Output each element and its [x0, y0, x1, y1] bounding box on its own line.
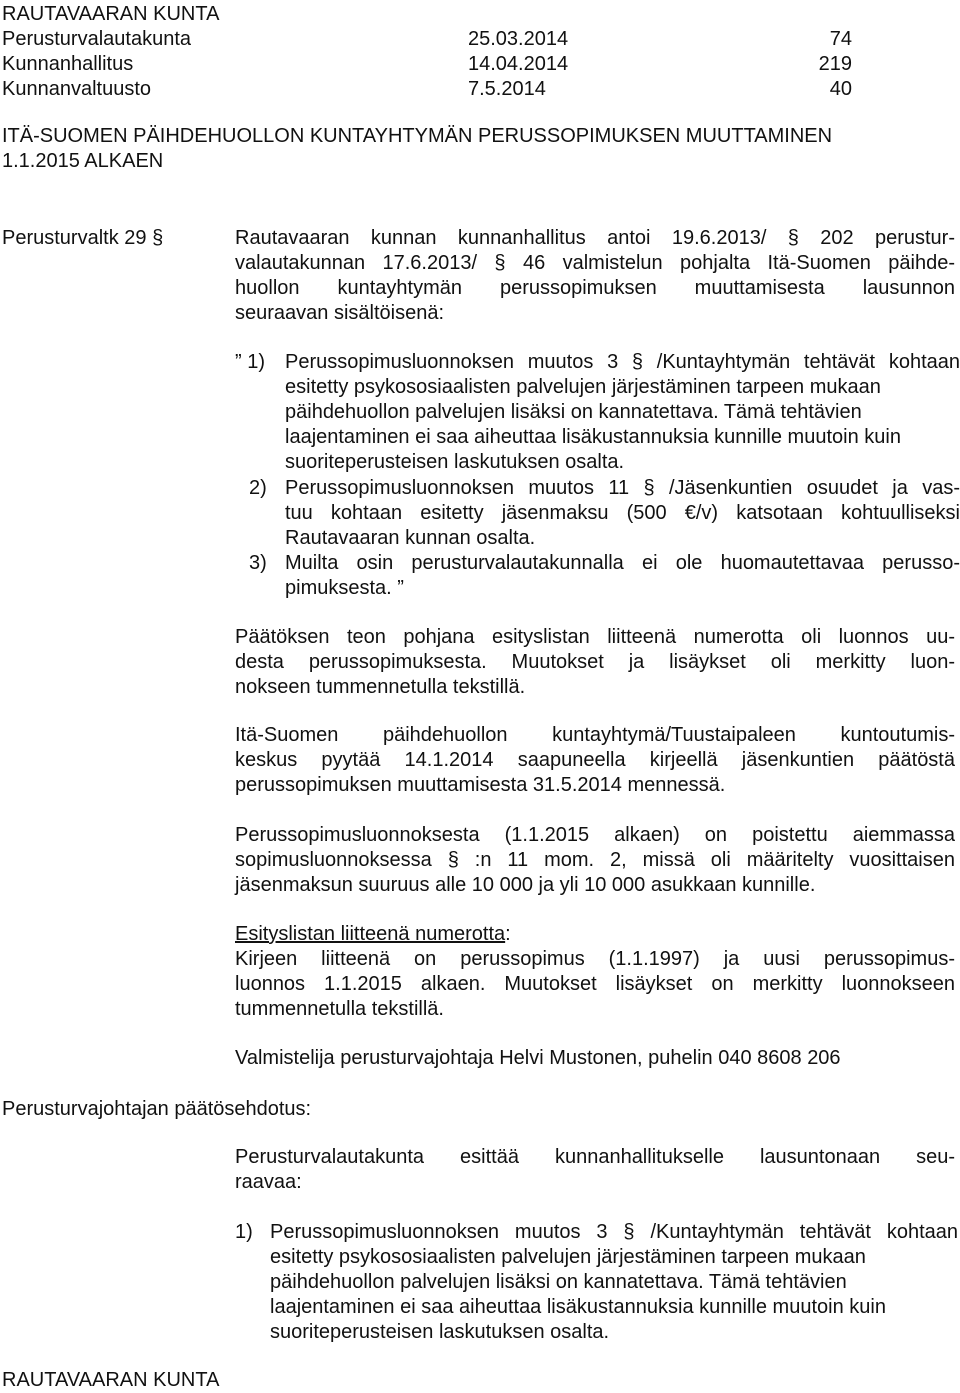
- attachments-line-2: luonnos 1.1.2015 alkaen. Muutokset lisäykset on merkitty luonnokseen: [235, 973, 955, 995]
- para2-line-3: perussopimuksen muuttamisesta 31.5.2014 mennessä.: [235, 774, 726, 796]
- section-number-2: 219: [818, 53, 852, 75]
- attachments-heading: [235, 922, 511, 947]
- proposal-line-2: raavaa:: [235, 1171, 302, 1193]
- footer-org-name: RAUTAVAARAN KUNTA: [2, 1369, 220, 1391]
- quote-item-3-line-1: Muilta osin perusturvalautakunnalla ei ole huomautettavaa perusso-: [285, 552, 960, 574]
- quote-item-1-line-2: esitetty psykososiaalisten palvelujen järjestäminen tarpeen mukaan: [285, 376, 881, 398]
- para3-line-3: jäsenmaksun suuruus alle 10 000 ja yli 10 000 asukkaan kunnille.: [235, 874, 816, 896]
- proposal-item-1-line-3: päihdehuollon palvelujen lisäksi on kannatettava. Tämä tehtävien: [270, 1271, 847, 1293]
- section-number-1: 74: [829, 28, 852, 50]
- quote-item-1-line-5: suoriteperusteisen laskutuksen osalta.: [285, 451, 625, 473]
- proposal-label: Perusturvajohtajan päätösehdotus:: [2, 1098, 312, 1120]
- proposal-line-1: Perusturvalautakunta esittää kunnanhallitukselle lausuntonaan seu-: [235, 1146, 955, 1168]
- quote-item-1-line-3: päihdehuollon palvelujen lisäksi on kannatettava. Tämä tehtävien: [285, 401, 862, 423]
- proposal-item-1-line-2: esitetty psykososiaalisten palvelujen järjestäminen tarpeen mukaan: [270, 1246, 866, 1268]
- proposal-item-1-number: 1): [235, 1221, 253, 1243]
- para2-line-2: keskus pyytää 14.1.2014 saapuneella kirjeellä jäsenkuntien päätöstä: [235, 749, 955, 771]
- meeting-date-1: 25.03.2014: [468, 28, 569, 50]
- intro-line-3: huollon kuntayhtymän perussopimuksen muuttamisesta lausunnon: [235, 277, 955, 299]
- quote-item-2-number: 2): [249, 477, 267, 499]
- intro-line-2: valautakunnan 17.6.2013/ § 46 valmistelun pohjalta Itä-Suomen päihde-: [235, 252, 955, 274]
- section-number-3: 40: [829, 78, 852, 100]
- quote-item-2-line-1: Perussopimusluonnoksen muutos 11 § /Jäsenkuntien osuudet ja vas-: [285, 477, 960, 499]
- proposal-item-1-line-5: suoriteperusteisen laskutuksen osalta.: [270, 1321, 610, 1343]
- para1-line-3: nokseen tummennetulla tekstillä.: [235, 676, 526, 698]
- document-title-line2: 1.1.2015 ALKAEN: [2, 150, 164, 172]
- preparer-line: Valmistelija perusturvajohtaja Helvi Mustonen, puhelin 040 8608 206: [235, 1047, 841, 1069]
- intro-line-4: seuraavan sisältöisenä:: [235, 302, 445, 324]
- org-name: RAUTAVAARAN KUNTA: [2, 3, 220, 25]
- meeting-date-2: 14.04.2014: [468, 53, 569, 75]
- para2-line-1: Itä-Suomen päihdehuollon kuntayhtymä/Tuustaipaleen kuntoutumis-: [235, 724, 955, 746]
- quote-item-1-line-4: laajentaminen ei saa aiheuttaa lisäkustannuksia kunnille muutoin kuin: [285, 426, 901, 448]
- attachments-heading-text: Esityslistan liitteenä numerotta: [235, 923, 506, 945]
- attachments-line-1: Kirjeen liitteenä on perussopimus (1.1.1997) ja uusi perussopimus-: [235, 948, 955, 970]
- quote-item-3-line-2: pimuksesta. ”: [285, 577, 404, 599]
- attachments-line-3: tummennetulla tekstillä.: [235, 998, 444, 1020]
- meeting-body-2: Kunnanhallitus: [2, 53, 134, 75]
- para1-line-2: desta perussopimuksesta. Muutokset ja lisäykset oli merkitty luon-: [235, 651, 955, 673]
- quote-item-1-number: ” 1): [235, 351, 265, 373]
- para1-line-1: Päätöksen teon pohjana esityslistan liitteenä numerotta oli luonnos uu-: [235, 626, 955, 648]
- quote-item-3-number: 3): [249, 552, 267, 574]
- para3-line-2: sopimusluonnoksessa § :n 11 mom. 2, missä oli määritelty vuosittaisen: [235, 849, 955, 871]
- proposal-item-1-line-1: Perussopimusluonnoksen muutos 3 § /Kuntayhtymän tehtävät kohtaan: [270, 1221, 958, 1243]
- quote-item-2-line-3: Rautavaaran kunnan osalta.: [285, 527, 536, 549]
- para3-line-1: Perussopimusluonnoksesta (1.1.2015 alkaen) on poistettu aiemmassa: [235, 824, 955, 846]
- document-title-line1: ITÄ-SUOMEN PÄIHDEHUOLLON KUNTAYHTYMÄN PERUSSOPIMUKSEN MUUTTAMINEN: [2, 125, 833, 147]
- intro-line-1: Rautavaaran kunnan kunnanhallitus antoi 19.6.2013/ § 202 perustur-: [235, 227, 955, 249]
- proposal-item-1-line-4: laajentaminen ei saa aiheuttaa lisäkustannuksia kunnille muutoin kuin: [270, 1296, 886, 1318]
- attachments-heading-colon: :: [505, 923, 511, 945]
- meeting-date-3: 7.5.2014: [468, 78, 546, 100]
- section-reference: Perusturvaltk 29 §: [2, 227, 164, 249]
- meeting-body-1: Perusturvalautakunta: [2, 28, 192, 50]
- meeting-body-3: Kunnanvaltuusto: [2, 78, 152, 100]
- quote-item-1-line-1: Perussopimusluonnoksen muutos 3 § /Kuntayhtymän tehtävät kohtaan: [285, 351, 960, 373]
- quote-item-2-line-2: tuu kohtaan esitetty jäsenmaksu (500 €/v) katsotaan kohtuulliseksi: [285, 502, 960, 524]
